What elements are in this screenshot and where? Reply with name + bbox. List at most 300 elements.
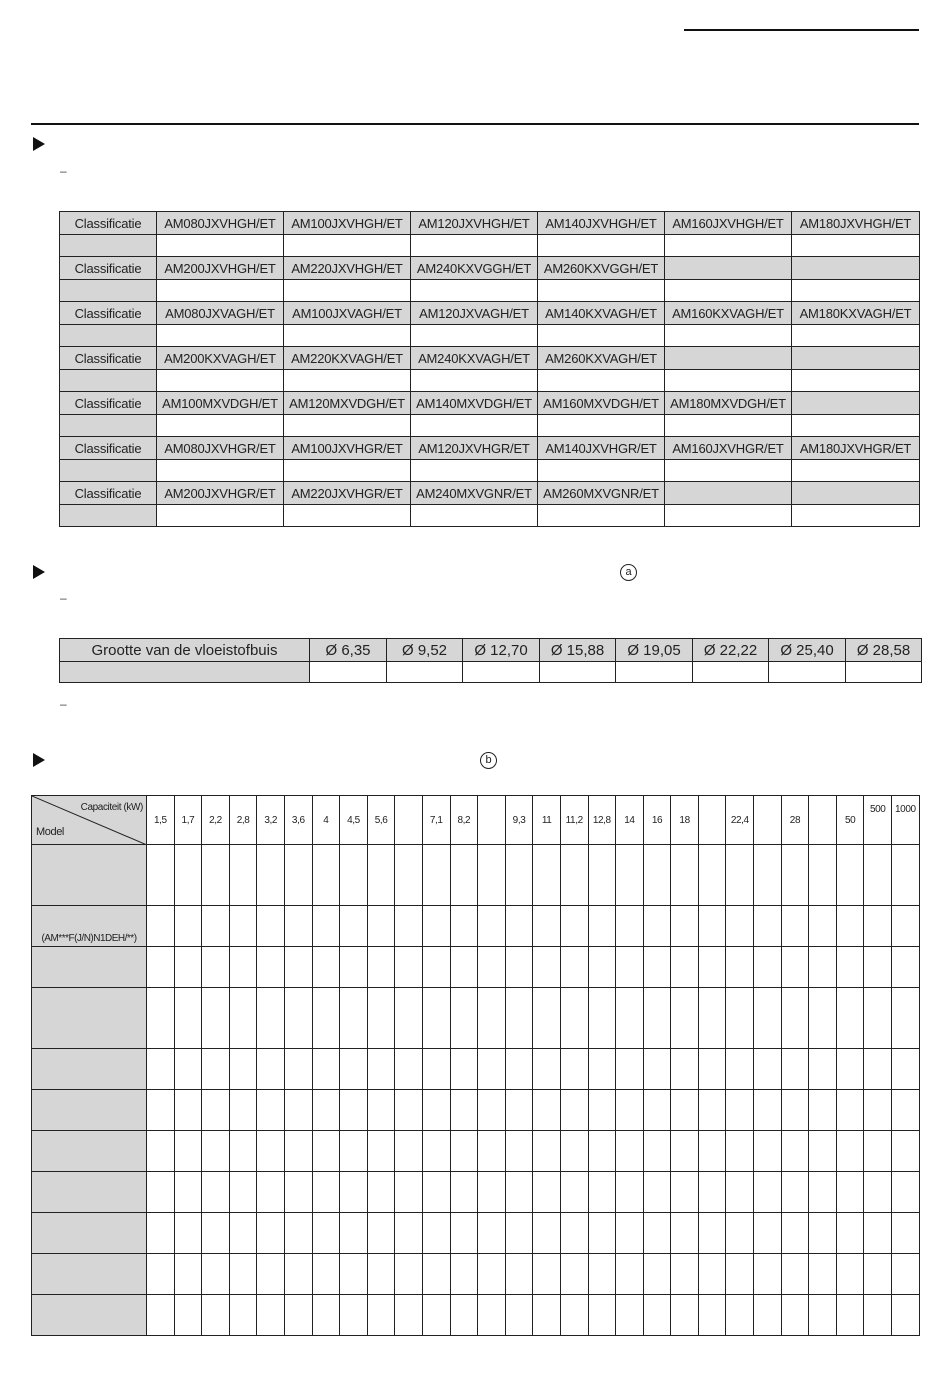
capacity-value-cell	[671, 988, 699, 1049]
model-header-cell: AM160KXVAGH/ET	[665, 302, 792, 325]
capacity-header-cell: 4,5	[340, 796, 368, 845]
capacity-value-cell	[312, 1131, 340, 1172]
model-header-cell: AM240KXVAGH/ET	[411, 347, 538, 370]
classification-value-cell	[157, 235, 284, 257]
capacity-value-cell	[864, 947, 892, 988]
classification-value-cell	[157, 280, 284, 302]
capacity-value-cell	[312, 1254, 340, 1295]
capacity-value-cell	[505, 906, 533, 947]
capacity-axis-label: Capaciteit (kW)	[80, 802, 143, 813]
capacity-value-cell	[892, 947, 920, 988]
capacity-value-cell	[505, 1254, 533, 1295]
capacity-model-label-cell	[32, 845, 147, 906]
pipe-diameter-cell: Ø 25,40	[769, 639, 846, 662]
capacity-value-cell	[312, 1213, 340, 1254]
classification-value-cell	[538, 280, 665, 302]
classification-value-label-cell	[60, 460, 157, 482]
capacity-value-cell	[422, 1254, 450, 1295]
model-header-cell: AM080JXVAGH/ET	[157, 302, 284, 325]
capacity-value-cell	[560, 1213, 588, 1254]
model-header-cell: AM240KXVGGH/ET	[411, 257, 538, 280]
model-header-cell: AM260KXVGGH/ET	[538, 257, 665, 280]
classification-value-label-cell	[60, 235, 157, 257]
pipe-value-cell	[387, 662, 463, 683]
capacity-value-cell	[754, 1090, 782, 1131]
capacity-value-cell	[836, 1254, 864, 1295]
capacity-value-cell	[643, 988, 671, 1049]
capacity-value-cell	[726, 947, 754, 988]
capacity-header-cell: 16	[643, 796, 671, 845]
capacity-value-cell	[284, 988, 312, 1049]
capacity-value-cell	[809, 1213, 837, 1254]
capacity-header-cell: 11	[533, 796, 561, 845]
capacity-value-cell	[422, 947, 450, 988]
capacity-value-cell	[836, 845, 864, 906]
capacity-value-cell	[340, 906, 368, 947]
pipe-value-cell	[846, 662, 922, 683]
capacity-value-cell	[533, 1172, 561, 1213]
model-header-cell: AM200JXVHGR/ET	[157, 482, 284, 505]
capacity-value-cell	[809, 1131, 837, 1172]
classification-value-cell	[411, 325, 538, 347]
capacity-value-cell	[560, 906, 588, 947]
pipe-diameter-cell: Ø 28,58	[846, 639, 922, 662]
classification-value-cell	[538, 505, 665, 527]
capacity-value-cell	[367, 947, 395, 988]
pipe-diameter-cell: Ø 15,88	[540, 639, 616, 662]
capacity-value-cell	[726, 1172, 754, 1213]
capacity-value-cell	[533, 1295, 561, 1336]
capacity-value-cell	[698, 947, 726, 988]
capacity-value-cell	[422, 1172, 450, 1213]
capacity-value-cell	[284, 1172, 312, 1213]
capacity-value-cell	[202, 1049, 230, 1090]
capacity-value-cell	[781, 1254, 809, 1295]
capacity-value-cell	[643, 1295, 671, 1336]
capacity-value-cell	[478, 845, 506, 906]
header-rule	[31, 123, 919, 125]
capacity-value-cell	[864, 1049, 892, 1090]
capacity-value-cell	[864, 1254, 892, 1295]
pipe-diameter-cell: Ø 6,35	[310, 639, 387, 662]
model-header-cell: AM220JXVHGR/ET	[284, 482, 411, 505]
capacity-value-cell	[754, 1213, 782, 1254]
capacity-value-cell	[147, 947, 175, 988]
capacity-value-cell	[560, 1172, 588, 1213]
capacity-value-cell	[505, 988, 533, 1049]
capacity-value-cell	[284, 947, 312, 988]
capacity-value-cell	[367, 1213, 395, 1254]
capacity-value-cell	[229, 845, 257, 906]
capacity-value-cell	[533, 1254, 561, 1295]
capacity-value-cell	[560, 1295, 588, 1336]
capacity-value-cell	[754, 1254, 782, 1295]
capacity-value-cell	[616, 906, 644, 947]
capacity-header-cell: 11,2	[560, 796, 588, 845]
capacity-value-cell	[395, 1213, 423, 1254]
capacity-value-cell	[340, 1254, 368, 1295]
capacity-header-cell: 2,2	[202, 796, 230, 845]
capacity-value-cell	[367, 1254, 395, 1295]
model-header-cell: AM200KXVAGH/ET	[157, 347, 284, 370]
classification-value-cell	[284, 460, 411, 482]
capacity-value-cell	[395, 947, 423, 988]
classification-value-cell	[792, 460, 920, 482]
capacity-value-cell	[560, 1090, 588, 1131]
pipe-size-header-cell: Grootte van de vloeistofbuis	[60, 639, 310, 662]
capacity-value-cell	[257, 1131, 285, 1172]
capacity-value-cell	[698, 906, 726, 947]
top-right-rule	[684, 29, 919, 31]
capacity-value-cell	[781, 845, 809, 906]
capacity-value-cell	[836, 1131, 864, 1172]
capacity-value-cell	[698, 1131, 726, 1172]
capacity-header-cell: 28	[781, 796, 809, 845]
capacity-value-cell	[671, 906, 699, 947]
model-header-cell: AM100JXVHGH/ET	[284, 212, 411, 235]
capacity-value-cell	[588, 947, 616, 988]
capacity-value-cell	[698, 1213, 726, 1254]
model-header-cell: AM180JXVHGR/ET	[792, 437, 920, 460]
capacity-value-cell	[147, 845, 175, 906]
capacity-value-cell	[422, 1213, 450, 1254]
classification-value-cell	[284, 235, 411, 257]
capacity-value-cell	[257, 1254, 285, 1295]
classification-value-cell	[665, 235, 792, 257]
capacity-value-cell	[616, 1213, 644, 1254]
capacity-value-cell	[560, 1254, 588, 1295]
capacity-value-cell	[892, 1172, 920, 1213]
capacity-value-cell	[478, 1131, 506, 1172]
capacity-value-cell	[698, 1090, 726, 1131]
classification-value-cell	[538, 460, 665, 482]
capacity-value-cell	[809, 1295, 837, 1336]
capacity-value-cell	[478, 1172, 506, 1213]
capacity-model-label-cell	[32, 1254, 147, 1295]
capacity-value-cell	[202, 988, 230, 1049]
capacity-value-cell	[809, 906, 837, 947]
capacity-value-cell	[836, 1295, 864, 1336]
classification-value-cell	[157, 505, 284, 527]
capacity-value-cell	[284, 906, 312, 947]
capacity-value-cell	[892, 1213, 920, 1254]
capacity-value-cell	[229, 947, 257, 988]
capacity-value-cell	[340, 1172, 368, 1213]
capacity-value-cell	[726, 988, 754, 1049]
capacity-value-cell	[174, 1213, 202, 1254]
capacity-value-cell	[836, 947, 864, 988]
capacity-value-cell	[284, 1090, 312, 1131]
classification-value-cell	[792, 325, 920, 347]
capacity-value-cell	[836, 988, 864, 1049]
capacity-value-cell	[174, 845, 202, 906]
classification-header-cell: Classificatie	[60, 437, 157, 460]
capacity-model-label: (AM***F(J/N)N1DEH/**)	[41, 933, 137, 944]
capacity-value-cell	[781, 947, 809, 988]
capacity-value-cell	[643, 1131, 671, 1172]
classification-value-cell	[792, 280, 920, 302]
capacity-model-label-cell	[32, 1172, 147, 1213]
capacity-value-cell	[340, 1295, 368, 1336]
capacity-value-cell	[284, 1295, 312, 1336]
model-header-cell: AM220KXVAGH/ET	[284, 347, 411, 370]
capacity-value-cell	[367, 1090, 395, 1131]
capacity-value-cell	[754, 947, 782, 988]
capacity-value-cell	[257, 1213, 285, 1254]
capacity-value-cell	[754, 845, 782, 906]
capacity-value-cell	[836, 1090, 864, 1131]
capacity-value-cell	[257, 1049, 285, 1090]
capacity-value-cell	[781, 1213, 809, 1254]
capacity-header-cell: 14	[616, 796, 644, 845]
capacity-value-cell	[533, 1049, 561, 1090]
model-header-cell: AM120JXVHGH/ET	[411, 212, 538, 235]
pipe-diameter-cell: Ø 9,52	[387, 639, 463, 662]
capacity-value-cell	[671, 845, 699, 906]
capacity-header-cell	[754, 796, 782, 845]
capacity-value-cell	[395, 1090, 423, 1131]
capacity-value-cell	[147, 988, 175, 1049]
capacity-value-cell	[257, 1295, 285, 1336]
capacity-value-cell	[395, 1295, 423, 1336]
capacity-value-cell	[257, 988, 285, 1049]
pipe-value-cell	[769, 662, 846, 683]
capacity-value-cell	[229, 1213, 257, 1254]
capacity-value-cell	[147, 1213, 175, 1254]
section-2-bullet-icon	[33, 565, 45, 579]
capacity-header-cell: 1,7	[174, 796, 202, 845]
capacity-header-cell: 8,2	[450, 796, 478, 845]
capacity-value-cell	[643, 906, 671, 947]
capacity-header-cell	[478, 796, 506, 845]
capacity-value-cell	[284, 1254, 312, 1295]
capacity-value-cell	[892, 1131, 920, 1172]
capacity-value-cell	[174, 1090, 202, 1131]
model-header-cell: AM160JXVHGR/ET	[665, 437, 792, 460]
capacity-value-cell	[478, 1090, 506, 1131]
capacity-value-cell	[864, 1172, 892, 1213]
pipe-diameter-cell: Ø 22,22	[693, 639, 769, 662]
classification-value-cell	[157, 415, 284, 437]
model-header-cell: AM160MXVDGH/ET	[538, 392, 665, 415]
capacity-value-cell	[147, 906, 175, 947]
model-header-cell: AM180KXVAGH/ET	[792, 302, 920, 325]
capacity-value-cell	[671, 1131, 699, 1172]
capacity-header-cell: 22,4	[726, 796, 754, 845]
classification-value-label-cell	[60, 370, 157, 392]
capacity-value-cell	[836, 1172, 864, 1213]
classification-header-cell: Classificatie	[60, 392, 157, 415]
capacity-value-cell	[698, 1049, 726, 1090]
capacity-value-cell	[671, 947, 699, 988]
capacity-value-cell	[340, 947, 368, 988]
model-header-cell: AM140KXVAGH/ET	[538, 302, 665, 325]
classification-value-cell	[284, 415, 411, 437]
pipe-value-cell	[463, 662, 540, 683]
capacity-value-cell	[809, 1254, 837, 1295]
capacity-value-cell	[422, 845, 450, 906]
capacity-value-cell	[892, 845, 920, 906]
capacity-value-cell	[616, 1090, 644, 1131]
capacity-value-cell	[671, 1295, 699, 1336]
capacity-header-cell	[809, 796, 837, 845]
capacity-value-cell	[312, 947, 340, 988]
model-header-cell	[792, 347, 920, 370]
capacity-value-cell	[864, 1090, 892, 1131]
classification-value-label-cell	[60, 280, 157, 302]
capacity-header-cell: 4	[312, 796, 340, 845]
capacity-value-cell	[809, 988, 837, 1049]
classification-header-cell: Classificatie	[60, 302, 157, 325]
capacity-value-cell	[229, 1254, 257, 1295]
capacity-value-cell	[312, 1090, 340, 1131]
classification-table	[59, 211, 920, 527]
capacity-value-cell	[174, 1295, 202, 1336]
capacity-value-cell	[478, 988, 506, 1049]
capacity-value-cell	[560, 1049, 588, 1090]
capacity-value-cell	[616, 845, 644, 906]
capacity-value-cell	[450, 988, 478, 1049]
capacity-value-cell	[367, 1295, 395, 1336]
capacity-value-cell	[781, 1172, 809, 1213]
pipe-value-cell	[693, 662, 769, 683]
capacity-value-cell	[312, 988, 340, 1049]
capacity-value-cell	[533, 988, 561, 1049]
capacity-header-cell: 2,8	[229, 796, 257, 845]
capacity-value-cell	[836, 1049, 864, 1090]
pipe-diameter-cell: Ø 19,05	[616, 639, 693, 662]
model-header-cell	[792, 257, 920, 280]
capacity-value-cell	[257, 1172, 285, 1213]
capacity-value-cell	[312, 1049, 340, 1090]
capacity-value-cell	[174, 1254, 202, 1295]
capacity-value-cell	[505, 1090, 533, 1131]
capacity-value-cell	[202, 1295, 230, 1336]
capacity-value-cell	[588, 1090, 616, 1131]
capacity-model-label-cell	[32, 906, 147, 947]
capacity-value-cell	[588, 1131, 616, 1172]
capacity-value-cell	[284, 1049, 312, 1090]
capacity-value-cell	[174, 1049, 202, 1090]
capacity-header-cell	[395, 796, 423, 845]
model-header-cell: AM100MXVDGH/ET	[157, 392, 284, 415]
model-header-cell: AM160JXVHGH/ET	[665, 212, 792, 235]
capacity-value-cell	[174, 1131, 202, 1172]
capacity-value-cell	[643, 947, 671, 988]
pipe-diameter-cell: Ø 12,70	[463, 639, 540, 662]
capacity-value-cell	[643, 1172, 671, 1213]
capacity-value-cell	[616, 1049, 644, 1090]
classification-value-cell	[792, 370, 920, 392]
capacity-value-cell	[257, 1090, 285, 1131]
capacity-value-cell	[450, 1254, 478, 1295]
capacity-header-cell: 1000	[892, 796, 920, 845]
capacity-value-cell	[836, 1213, 864, 1254]
capacity-value-cell	[478, 1049, 506, 1090]
capacity-value-cell	[560, 988, 588, 1049]
classification-value-cell	[665, 370, 792, 392]
capacity-value-cell	[698, 1254, 726, 1295]
capacity-header-cell: 50	[836, 796, 864, 845]
model-header-cell: AM180MXVDGH/ET	[665, 392, 792, 415]
capacity-value-cell	[781, 1049, 809, 1090]
capacity-value-cell	[754, 988, 782, 1049]
capacity-value-cell	[450, 845, 478, 906]
capacity-value-cell	[864, 988, 892, 1049]
capacity-value-cell	[836, 906, 864, 947]
classification-value-cell	[665, 505, 792, 527]
classification-value-cell	[538, 325, 665, 347]
capacity-value-cell	[781, 1090, 809, 1131]
capacity-value-cell	[229, 1090, 257, 1131]
capacity-value-cell	[450, 1090, 478, 1131]
model-header-cell	[665, 257, 792, 280]
capacity-header-cell: 3,6	[284, 796, 312, 845]
capacity-value-cell	[257, 906, 285, 947]
capacity-value-cell	[533, 947, 561, 988]
marker-a-icon: a	[620, 564, 637, 581]
classification-value-cell	[665, 325, 792, 347]
capacity-value-cell	[616, 1131, 644, 1172]
capacity-value-cell	[671, 1213, 699, 1254]
capacity-value-cell	[533, 1213, 561, 1254]
capacity-value-cell	[367, 845, 395, 906]
model-header-cell: AM120JXVHGR/ET	[411, 437, 538, 460]
capacity-value-cell	[229, 988, 257, 1049]
capacity-value-cell	[616, 1295, 644, 1336]
capacity-value-cell	[643, 1049, 671, 1090]
capacity-value-cell	[781, 988, 809, 1049]
capacity-value-cell	[698, 1295, 726, 1336]
capacity-value-cell	[809, 947, 837, 988]
capacity-value-cell	[698, 845, 726, 906]
capacity-value-cell	[726, 1295, 754, 1336]
capacity-value-cell	[147, 1295, 175, 1336]
capacity-model-label-cell	[32, 947, 147, 988]
capacity-value-cell	[616, 1172, 644, 1213]
capacity-value-cell	[698, 1172, 726, 1213]
capacity-value-cell	[229, 1049, 257, 1090]
classification-value-cell	[411, 505, 538, 527]
capacity-value-cell	[367, 1049, 395, 1090]
pipe-value-cell	[616, 662, 693, 683]
capacity-value-cell	[616, 947, 644, 988]
classification-value-cell	[538, 370, 665, 392]
capacity-value-cell	[174, 988, 202, 1049]
capacity-value-cell	[588, 988, 616, 1049]
capacity-value-cell	[229, 1295, 257, 1336]
capacity-value-cell	[864, 845, 892, 906]
capacity-value-cell	[588, 845, 616, 906]
classification-value-cell	[665, 460, 792, 482]
capacity-value-cell	[478, 1213, 506, 1254]
capacity-table	[31, 795, 920, 1336]
capacity-value-cell	[422, 1090, 450, 1131]
capacity-value-cell	[560, 947, 588, 988]
capacity-value-cell	[588, 1295, 616, 1336]
capacity-value-cell	[395, 1172, 423, 1213]
capacity-value-cell	[781, 1295, 809, 1336]
capacity-value-cell	[781, 906, 809, 947]
capacity-value-cell	[643, 1213, 671, 1254]
capacity-value-cell	[202, 1131, 230, 1172]
capacity-value-cell	[505, 1172, 533, 1213]
capacity-value-cell	[616, 1254, 644, 1295]
capacity-value-cell	[726, 1049, 754, 1090]
capacity-value-cell	[864, 1213, 892, 1254]
capacity-value-cell	[367, 906, 395, 947]
capacity-value-cell	[147, 1172, 175, 1213]
